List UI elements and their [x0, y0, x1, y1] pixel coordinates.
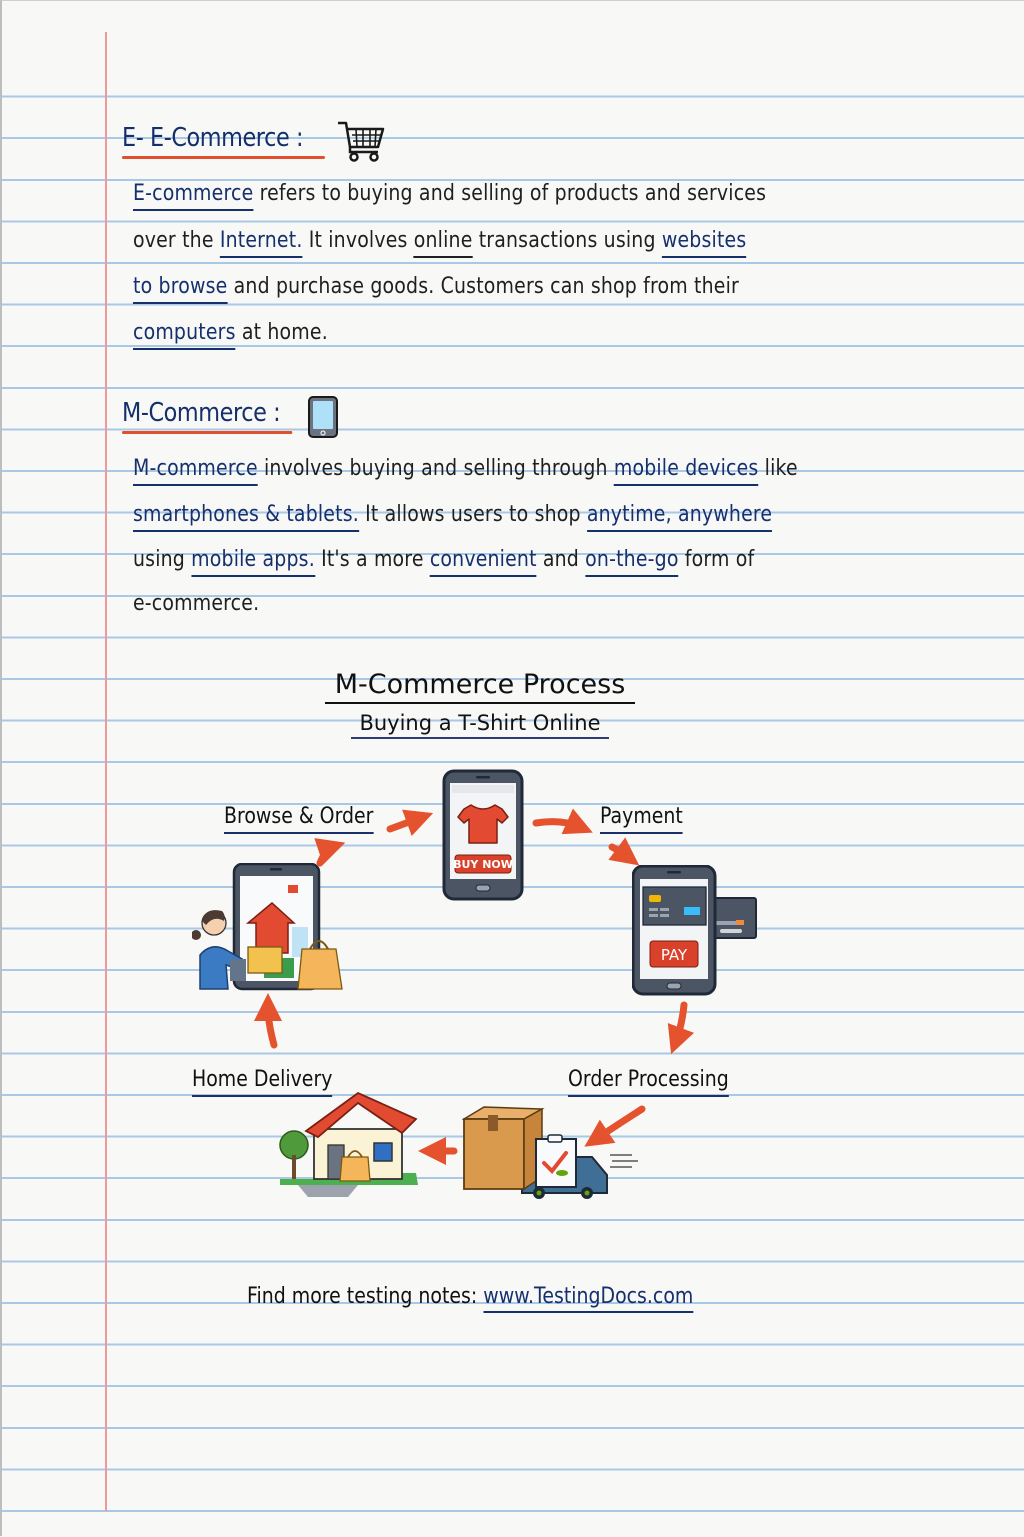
keyword: to browse [133, 274, 227, 304]
text-run: involves buying and selling through [257, 456, 614, 481]
text-run: form of [678, 547, 755, 572]
keyword: on-the-go [585, 547, 678, 577]
text-run: and [536, 547, 586, 572]
step-label-order-processing: Order Processing [568, 1067, 729, 1092]
text-run: like [758, 456, 798, 481]
keyword: smartphones & tablets. [133, 502, 359, 532]
step-label-home-delivery: Home Delivery [192, 1067, 332, 1092]
arrow-icon [320, 847, 332, 863]
arrow-icon [612, 847, 628, 857]
keyword: convenient [430, 547, 537, 577]
keyword: computers [133, 320, 236, 350]
text-run: over the [133, 228, 220, 253]
process-subtitle: Buying a T-Shirt Online [0, 711, 992, 735]
mcommerce-heading: M-Commerce : [122, 398, 280, 428]
keyword: mobile devices [614, 456, 759, 486]
testingdocs-link[interactable]: www.TestingDocs.com [483, 1284, 693, 1313]
process-title: M-Commerce Process [0, 669, 992, 700]
keyword: M-commerce [133, 456, 258, 486]
text-run: It involves [302, 228, 414, 253]
keyword: E-commerce [133, 181, 253, 211]
arrow-icon [536, 822, 580, 827]
keyword: anytime, anywhere [587, 502, 772, 532]
text-run: e-commerce. [133, 591, 260, 616]
keyword: websites [662, 228, 747, 258]
text-run: and purchase goods. Customers can shop from their [227, 274, 739, 299]
keyword: Internet. [220, 228, 303, 258]
step-label-payment: Payment [600, 804, 683, 829]
text-run: using [133, 547, 192, 572]
arrow-icon [268, 1007, 274, 1045]
footer-note: Find more testing notes: www.TestingDocs.com [247, 1284, 693, 1309]
text-run: refers to buying and selling of products and services [253, 181, 767, 206]
keyword: mobile apps. [191, 547, 315, 577]
step-label-browse-order: Browse & Order [224, 804, 373, 829]
keyword: online [414, 228, 473, 258]
text-run: It allows users to shop [358, 502, 587, 527]
svg-text:BUY NOW: BUY NOW [453, 858, 513, 871]
text-run: at home. [235, 320, 328, 345]
arrow-icon [596, 1109, 642, 1139]
arrow-icon [676, 1005, 684, 1041]
text-run: transactions using [472, 228, 662, 253]
text-run: It's a more [314, 547, 430, 572]
svg-text:PAY: PAY [660, 946, 688, 964]
arrow-icon [390, 818, 420, 829]
ecommerce-heading: E- E-Commerce : [122, 123, 303, 153]
